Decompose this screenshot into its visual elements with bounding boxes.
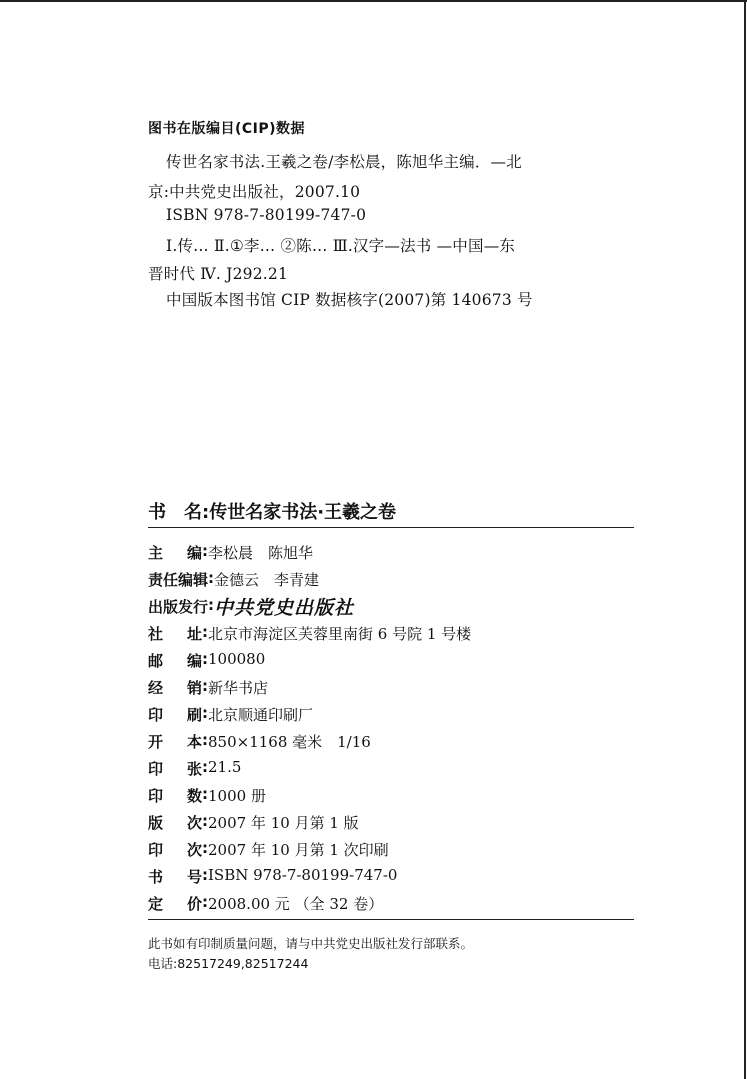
row-edition-value: 2007 年 10 月第 1 版 — [208, 814, 359, 832]
row-responsible-editor-label-b: 编辑 — [178, 571, 209, 589]
row-isbn: 书 号 : ISBN 978-7-80199-747-0 — [148, 866, 398, 886]
row-format-value: 850×1168 毫米 1/16 — [208, 733, 371, 751]
row-print-sheets-label-b: 张 — [186, 760, 202, 778]
title-divider — [148, 527, 634, 528]
book-title-row — [148, 498, 396, 524]
row-printer-label-a: 印 — [148, 706, 164, 724]
row-address-label-a: 社 — [148, 625, 164, 643]
book-title-value: 传世名家书法·王羲之卷 — [209, 502, 397, 523]
row-format-label-b: 本 — [186, 733, 202, 751]
row-printer: 印 刷 : 北京顺通印刷厂 — [148, 704, 314, 724]
row-printing: 印 次 : 2007 年 10 月第 1 次印刷 — [148, 839, 389, 859]
row-publisher-value: 中共党史出版社 — [214, 597, 355, 619]
row-distributor-label-b: 销 — [186, 679, 202, 697]
row-address-label-b: 址 — [186, 625, 202, 643]
row-print-sheets: 印 张 : 21.5 — [148, 758, 242, 778]
row-printer-value: 北京顺通印刷厂 — [208, 706, 314, 724]
row-responsible-editor: 责任 编辑 : 金德云 李青建 — [148, 569, 320, 589]
row-print-run: 印 数 : 1000 册 — [148, 785, 266, 805]
row-postcode: 邮 编 : 100080 — [148, 650, 266, 670]
cip-line-6: 中国版本图书馆 CIP 数据核字(2007)第 140673 号 — [166, 291, 533, 309]
page-border-right — [744, 0, 746, 1079]
row-publisher-label-b: 发行 — [178, 598, 209, 616]
row-responsible-editor-label-a: 责任 — [148, 571, 179, 589]
row-print-run-value: 1000 册 — [208, 787, 266, 805]
row-postcode-label-b: 编 — [186, 652, 202, 670]
footer-notice: 此书如有印制质量问题，请与中共党史出版社发行部联系。 — [148, 936, 474, 951]
row-editor-value: 李松晨 陈旭华 — [208, 544, 314, 562]
row-edition-label-b: 次 — [186, 814, 202, 832]
row-price-label-b: 价 — [186, 895, 202, 913]
row-distributor: 经 销 : 新华书店 — [148, 677, 269, 697]
footer-divider — [148, 919, 634, 920]
row-publisher-label-a: 出版 — [148, 598, 179, 616]
row-editor-label-a: 主 — [148, 544, 164, 562]
cip-line-3: ISBN 978-7-80199-747-0 — [166, 206, 367, 224]
row-format: 开 本 : 850×1168 毫米 1/16 — [148, 731, 371, 751]
row-address: 社 址 : 北京市海淀区芙蓉里南街 6 号院 1 号楼 — [148, 623, 472, 643]
row-printing-label-a: 印 — [148, 841, 164, 859]
row-format-label-a: 开 — [148, 733, 164, 751]
cip-line-4: Ⅰ.传… Ⅱ.①李… ②陈… Ⅲ.汉字—法书 —中国—东 — [166, 237, 516, 255]
row-print-sheets-label-a: 印 — [148, 760, 164, 778]
row-edition: 版 次 : 2007 年 10 月第 1 版 — [148, 812, 359, 832]
row-print-run-label-a: 印 — [148, 787, 164, 805]
row-publisher: 出版 发行 : 中共党史出版社 — [148, 596, 354, 620]
cip-line-5: 晋时代 Ⅳ. J292.21 — [148, 265, 289, 283]
row-postcode-value: 100080 — [208, 650, 266, 668]
cip-title: 图书在版编目(CIP)数据 — [148, 121, 306, 137]
row-distributor-label-a: 经 — [148, 679, 164, 697]
row-editor: 主 编 : 李松晨 陈旭华 — [148, 542, 314, 562]
row-isbn-value: ISBN 978-7-80199-747-0 — [208, 866, 398, 884]
row-isbn-label-a: 书 — [148, 868, 164, 886]
cip-line-2: 京:中共党史出版社，2007.10 — [148, 183, 361, 201]
row-editor-label-b: 编 — [186, 544, 202, 562]
cip-line-1: 传世名家书法.王羲之卷/李松晨，陈旭华主编．—北 — [166, 153, 522, 171]
row-address-value: 北京市海淀区芙蓉里南街 6 号院 1 号楼 — [208, 625, 472, 643]
row-printer-label-b: 刷 — [186, 706, 202, 724]
row-print-sheets-value: 21.5 — [208, 758, 242, 776]
row-postcode-label-a: 邮 — [148, 652, 164, 670]
row-print-run-label-b: 数 — [186, 787, 202, 805]
row-isbn-label-b: 号 — [186, 868, 202, 886]
book-title-label: 书 名: — [148, 502, 210, 523]
row-edition-label-a: 版 — [148, 814, 164, 832]
row-price-label-a: 定 — [148, 895, 164, 913]
row-responsible-editor-value: 金德云 李青建 — [214, 571, 320, 589]
page-border-top — [0, 0, 747, 2]
footer-phone: 电话:82517249,82517244 — [148, 956, 309, 971]
row-printing-label-b: 次 — [186, 841, 202, 859]
row-printing-value: 2007 年 10 月第 1 次印刷 — [208, 841, 389, 859]
row-distributor-value: 新华书店 — [208, 679, 269, 697]
row-price: 定 价 : 2008.00 元 （全 32 卷） — [148, 893, 384, 913]
row-price-value: 2008.00 元 （全 32 卷） — [208, 895, 384, 913]
